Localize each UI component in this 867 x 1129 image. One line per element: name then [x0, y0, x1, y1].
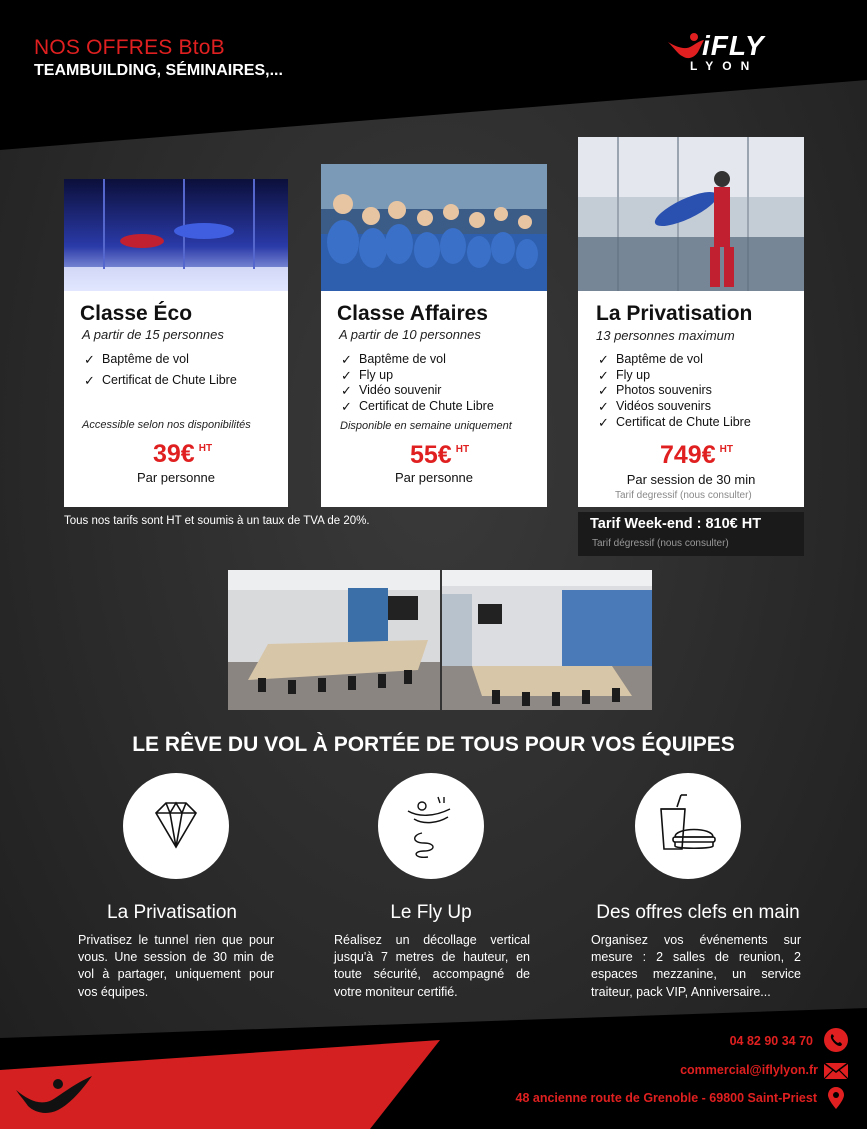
feature-item: ✓ Certificat de Chute Libre [598, 414, 751, 430]
tva-note: Tous nos tarifs sont HT et soumis à un taux de TVA de 20%. [64, 515, 370, 527]
flyup-icon [378, 773, 484, 879]
slogan: LE RÊVE DU VOL À PORTÉE DE TOUS POUR VOS ÉQUIPES [132, 733, 735, 756]
feature-title: Le Fly Up [390, 902, 472, 923]
feature-item: ✓ Vidéo souvenir [341, 383, 442, 399]
page-subtitle: TEAMBUILDING, SÉMINAIRES,... [34, 62, 283, 79]
check-icon: ✓ [84, 372, 95, 388]
feature-item: ✓ Baptême de vol [341, 352, 446, 367]
offer-features [598, 352, 751, 430]
feature-item: ✓ Certificat de Chute Libre [84, 372, 237, 388]
offer-capacity: A partir de 15 personnes [82, 327, 224, 342]
offer-name: Classe Affaires [337, 302, 488, 325]
check-icon: ✓ [598, 414, 609, 430]
weekend-note: Tarif dégressif (nous consulter) [592, 538, 729, 549]
offer-price: 39€ $^{HT}$ [153, 440, 213, 468]
privatisation-photo [578, 137, 804, 291]
location-pin-icon [828, 1087, 844, 1109]
weekend-price: Tarif Week-end : 810€ HT [590, 516, 762, 532]
feature-item: ✓ Photos souvenirs [598, 383, 712, 399]
phone-icon [824, 1028, 848, 1052]
feature-item: ✓ Certificat de Chute Libre [341, 399, 494, 415]
offer-price: 55€ $^{HT}$ [410, 441, 470, 469]
feature-text: Organisez vos événements sur mesure : 2 salles de reunion, 2 espaces mezzanine, un service traiteur, pack VIP, Anniversaire... [591, 933, 801, 999]
offer-features [84, 352, 237, 388]
email-address[interactable]: commercial@iflylyon.fr [680, 1063, 818, 1077]
check-icon: ✓ [341, 399, 352, 415]
check-icon: ✓ [598, 352, 609, 367]
page-title: NOS OFFRES BtoB [34, 36, 225, 59]
check-icon: ✓ [84, 352, 95, 367]
feature-item: ✓ Baptême de vol [84, 352, 189, 367]
feature-item: ✓ Vidéos souvenirs [598, 399, 711, 415]
check-icon: ✓ [598, 383, 609, 399]
feature-item: ✓ Fly up [598, 367, 651, 383]
feature-text: Privatisez le tunnel rien que pour vous. Une session de 30 min de vol à partager, uniquement pour vos équipes. [78, 933, 274, 999]
offer-name: La Privatisation [596, 302, 753, 325]
phone-number[interactable]: 04 82 90 34 70 [729, 1034, 813, 1048]
offer-capacity: A partir de 10 personnes [339, 327, 481, 342]
check-icon: ✓ [598, 399, 609, 415]
offer-per: Par personne [394, 470, 474, 485]
offer-note: Accessible selon nos disponibilités [82, 419, 251, 431]
feature-item: ✓ Baptême de vol [598, 352, 703, 367]
header-band [0, 0, 867, 160]
offer-capacity: 13 personnes maximum [596, 328, 735, 343]
logo-city: LYON [690, 59, 759, 73]
check-icon: ✓ [341, 383, 352, 399]
degressive-note: Tarif degressif (nous consulter) [615, 490, 752, 501]
logo-word: iFLY [702, 30, 765, 61]
meeting-room-photo-1 [228, 570, 440, 710]
eco-photo [64, 179, 288, 291]
flyer-logo-icon [14, 1070, 96, 1124]
check-icon: ✓ [341, 367, 352, 383]
food-icon [635, 773, 741, 879]
diamond-icon [123, 773, 229, 879]
check-icon: ✓ [598, 367, 609, 383]
offer-price: 749€ $^{HT}$ [660, 441, 733, 469]
offer-features [341, 352, 494, 415]
postal-address: 48 ancienne route de Grenoble - 69800 Saint-Priest [515, 1091, 817, 1105]
offer-per: Par session de 30 min [626, 472, 756, 487]
meeting-room-photo-2 [442, 570, 652, 710]
offer-name: Classe Éco [80, 302, 193, 325]
feature-title: Des offres clefs en main [596, 902, 800, 923]
affaires-photo [321, 164, 547, 291]
offer-per: Par personne [136, 470, 216, 485]
feature-item: ✓ Fly up [341, 367, 394, 383]
check-icon: ✓ [341, 352, 352, 367]
feature-text: Réalisez un décollage vertical jusqu'à 7 metres de hauteur, en toute sécurité, accompagné de votre moniteur certifié. [334, 933, 530, 999]
feature-title: La Privatisation [107, 902, 237, 923]
offer-note: Disponible en semaine uniquement [340, 420, 512, 432]
mail-icon [824, 1063, 848, 1079]
